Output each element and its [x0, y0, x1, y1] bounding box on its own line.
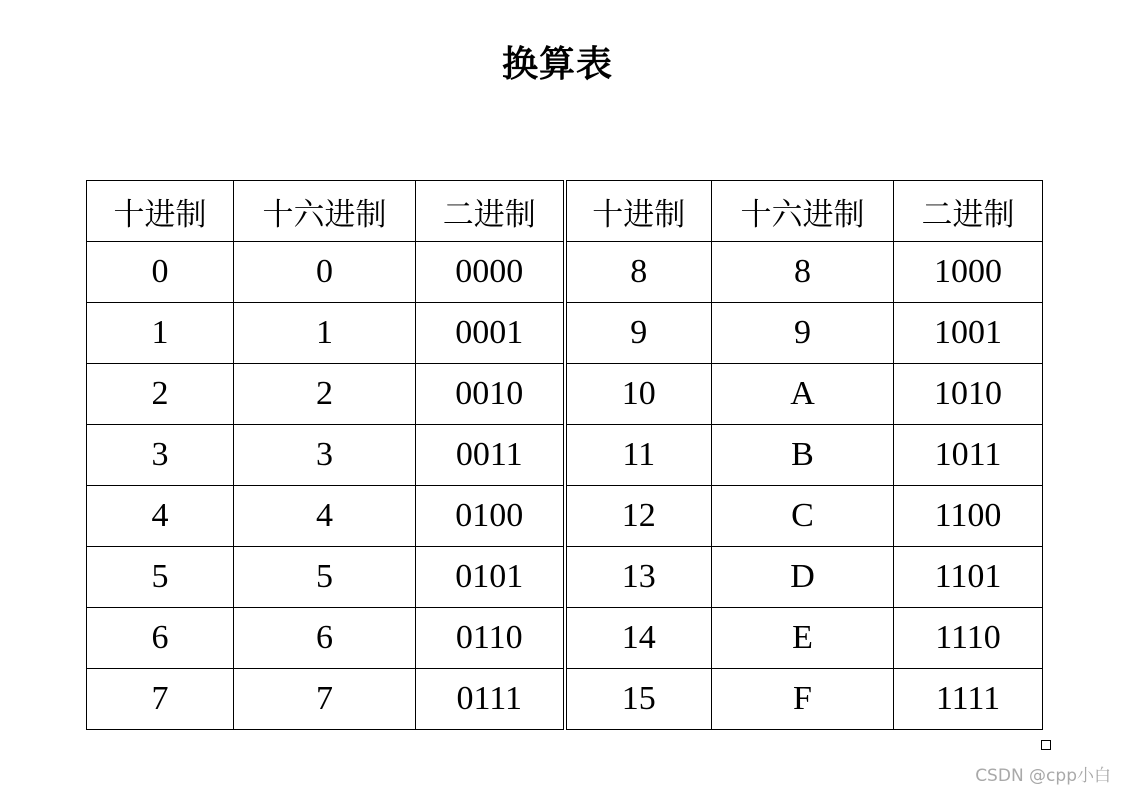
- table-cell: 4: [87, 486, 234, 547]
- table-cell: B: [712, 425, 894, 486]
- table-cell: 0010: [416, 364, 565, 425]
- watermark: CSDN @cpp小白: [975, 766, 1111, 786]
- table-cell: 9: [565, 303, 712, 364]
- table-cell: 9: [712, 303, 894, 364]
- table-cell: 0110: [416, 608, 565, 669]
- table-cell: 0100: [416, 486, 565, 547]
- table-row: [87, 425, 1043, 486]
- table-cell: 15: [565, 669, 712, 730]
- table-cell: 0011: [416, 425, 565, 486]
- table-cell: 7: [87, 669, 234, 730]
- table-cell: 1010: [894, 364, 1043, 425]
- table-cell: 6: [234, 608, 416, 669]
- table-cell: 0001: [416, 303, 565, 364]
- table-header-row: [87, 181, 1043, 242]
- table-cell: 8: [565, 242, 712, 303]
- header-decimal-right: 十进制: [565, 181, 712, 242]
- table-cell: 2: [87, 364, 234, 425]
- table-cell: 5: [87, 547, 234, 608]
- table-row: [87, 364, 1043, 425]
- table-cell: 3: [87, 425, 234, 486]
- header-decimal-left: 十进制: [87, 181, 234, 242]
- page-title: 换算表: [501, 43, 613, 85]
- table-cell: 8: [712, 242, 894, 303]
- table-row: [87, 669, 1043, 730]
- table-cell: 1001: [894, 303, 1043, 364]
- header-hex-right: 十六进制: [712, 181, 894, 242]
- table-cell: 12: [565, 486, 712, 547]
- table-cell: 5: [234, 547, 416, 608]
- table-cell: 0101: [416, 547, 565, 608]
- table-cell: 2: [234, 364, 416, 425]
- table-row: [87, 547, 1043, 608]
- table-cell: 1111: [894, 669, 1043, 730]
- table-cell: 1: [87, 303, 234, 364]
- table-cell: 11: [565, 425, 712, 486]
- table-cell: D: [712, 547, 894, 608]
- table-cell: 13: [565, 547, 712, 608]
- table-cell: 6: [87, 608, 234, 669]
- table-cell: 1000: [894, 242, 1043, 303]
- table-cell: C: [712, 486, 894, 547]
- table-cell: E: [712, 608, 894, 669]
- table-row: [87, 608, 1043, 669]
- table-cell: 1011: [894, 425, 1043, 486]
- table-cell: 0111: [416, 669, 565, 730]
- table-cell: 1110: [894, 608, 1043, 669]
- table-cell: 1100: [894, 486, 1043, 547]
- header-binary-left: 二进制: [416, 181, 565, 242]
- header-binary-right: 二进制: [894, 181, 1043, 242]
- header-hex-left: 十六进制: [234, 181, 416, 242]
- table-row: [87, 242, 1043, 303]
- table-cell: 4: [234, 486, 416, 547]
- table-cell: 10: [565, 364, 712, 425]
- table-cell: 7: [234, 669, 416, 730]
- table-cell: 0: [234, 242, 416, 303]
- table-cell: 1101: [894, 547, 1043, 608]
- table-row: [87, 303, 1043, 364]
- table-cell: A: [712, 364, 894, 425]
- table-row: [87, 486, 1043, 547]
- table-cell: 0000: [416, 242, 565, 303]
- table-cell: 14: [565, 608, 712, 669]
- table-cell: F: [712, 669, 894, 730]
- table-cell: 1: [234, 303, 416, 364]
- table-cell: 3: [234, 425, 416, 486]
- table-resize-handle[interactable]: [1041, 740, 1051, 750]
- table-cell: 0: [87, 242, 234, 303]
- conversion-table: [86, 180, 1043, 730]
